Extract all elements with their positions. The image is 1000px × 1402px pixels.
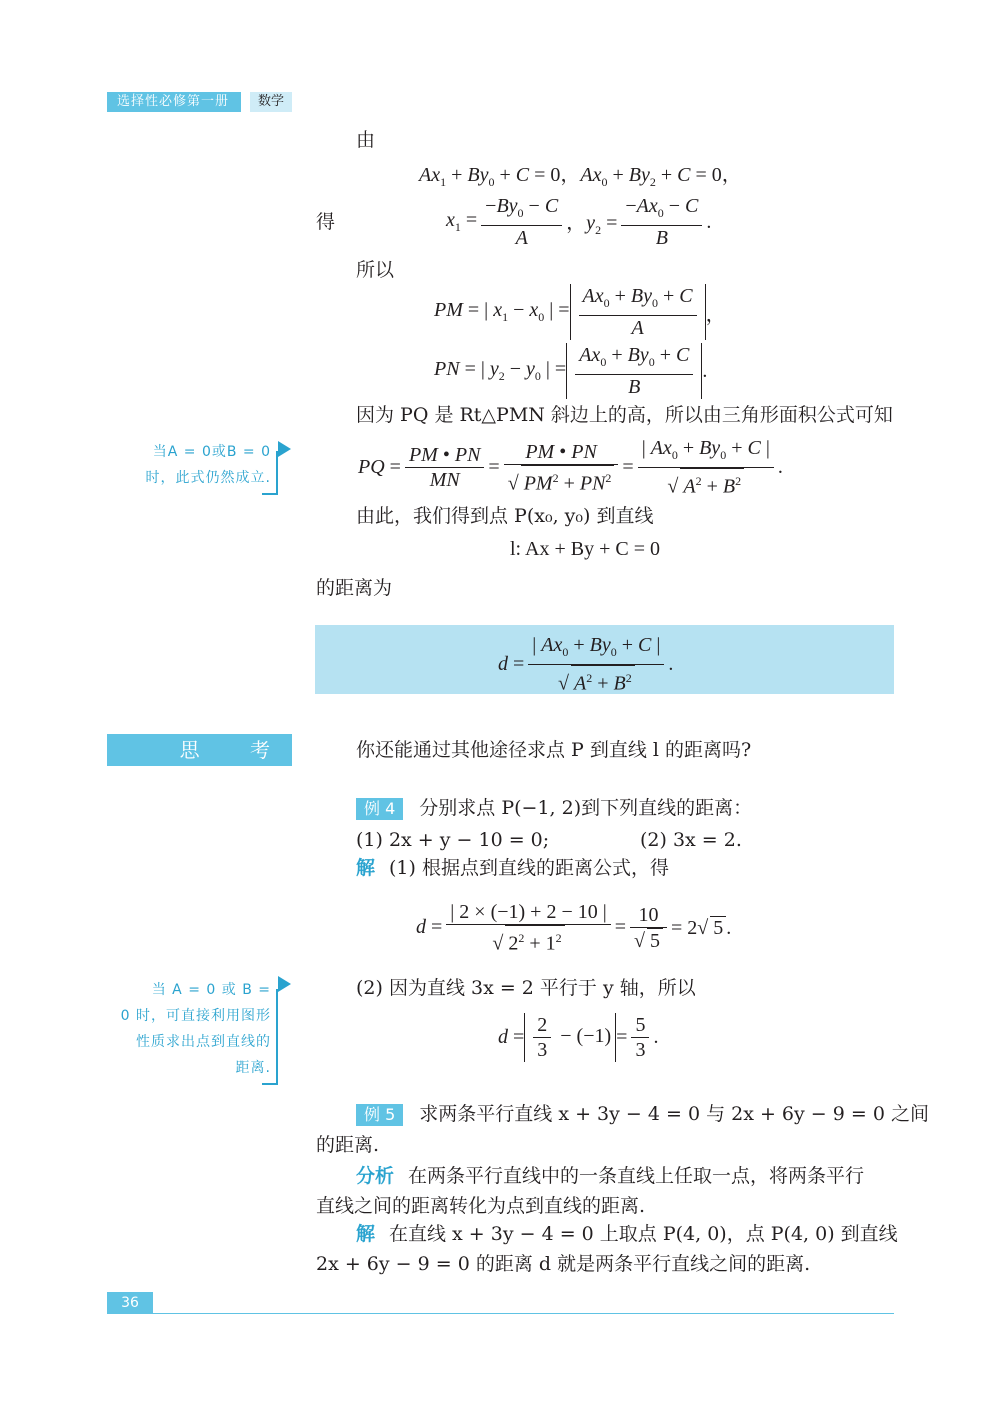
equation-system: $Ax_1 + By_0 + C = 0$，$Ax_0 + By_2 + C = 0$，	[419, 164, 742, 189]
example4-tag: 例 4	[356, 798, 403, 820]
example5-solution-line2: 2x + 6y − 9 = 0 的距离 d 就是两条平行直线之间的距离.	[316, 1253, 811, 1275]
subject-label: 数学	[250, 92, 292, 112]
word-de: 得	[316, 211, 336, 233]
think-question: 你还能通过其他途径求点 P 到直线 l 的距离吗?	[356, 739, 752, 761]
example4-solution1-line	[356, 854, 669, 882]
margin-note-1-line1: 当A = 0或B = 0	[152, 444, 271, 460]
example5-title-line1: 求两条平行直线 x + 3y − 4 = 0 与 2x + 6y − 9 = 0 之间	[419, 1103, 929, 1125]
line-equation: l: Ax + By + C = 0	[510, 538, 660, 560]
margin-note-2	[107, 977, 271, 1081]
page-number: 36	[107, 1292, 153, 1314]
margin-note-2-line1: 当 A = 0 或 B =	[151, 982, 271, 998]
example5-solution-line1	[356, 1220, 898, 1248]
example4-heading	[356, 794, 752, 822]
margin-note-1	[107, 439, 271, 491]
example5-tag: 例 5	[356, 1104, 403, 1126]
example4-part1: (1) 2x + y − 10 = 0;	[356, 829, 550, 851]
example5-analysis-line2: 直线之间的距离转化为点到直线的距离.	[316, 1195, 646, 1217]
book-title: 选择性必修第一册	[107, 92, 241, 112]
example5-jie-label: 解	[356, 1223, 376, 1245]
margin-note-1-line2: 时，此式仍然成立.	[145, 470, 271, 486]
example5-title-line2: 的距离.	[316, 1134, 380, 1156]
example4-result1: d = $\frac{| 2 \times (-1) + 2 - 10 |}{√ 2^2 + 1^2}$ = $\frac{10}{√ 5}$ = 2√ 5 .	[416, 901, 732, 955]
example5-sol-text1: 在直线 x + 3y − 4 = 0 上取点 P(4, 0)，点 P(4, 0) 到直线	[389, 1223, 898, 1245]
margin-note-2-line3: 性质求出点到直线的	[136, 1034, 271, 1050]
pointer-icon	[278, 976, 291, 992]
example4-part2: (2) 3x = 2.	[640, 829, 742, 851]
because-text: 因为 PQ 是 Rt△PMN 斜边上的高，所以由三角形面积公式可知	[356, 404, 893, 426]
margin-note-2-line2: 0 时，可直接利用图形	[120, 1008, 271, 1024]
example4-title: 分别求点 P(−1, 2)到下列直线的距离：	[419, 797, 753, 819]
example4-result2: d = $\frac{2}{3}$ − (−1) = $\frac{5}{3}$ .	[498, 1014, 659, 1061]
margin-note-1-bracket	[262, 451, 278, 495]
word-suoyi: 所以	[356, 259, 395, 281]
pointer-icon	[278, 441, 291, 457]
distance-formula: d = $\frac{| Ax_0 + By_0 + C |}{√ A^2 + B^2}$ .	[498, 634, 674, 695]
example5-analysis-line1	[356, 1162, 864, 1190]
youci-text: 由此，我们得到点 P(x₀, y₀) 到直线	[356, 505, 654, 527]
footer-rule	[153, 1313, 894, 1314]
margin-note-2-line4: 距离.	[235, 1060, 271, 1076]
example5-analysis-text1: 在两条平行直线中的一条直线上任取一点，将两条平行	[408, 1165, 865, 1187]
example4-sol2: (2) 因为直线 3x = 2 平行于 y 轴，所以	[356, 977, 696, 999]
solution-x1-y2: $x_1$ = $\frac{-By_0 - C}{A}$ ，$y_2$ = $\frac{-Ax_0 - C}{B}$ .	[446, 195, 712, 249]
pn-formula: PN = | $y_2 - y_0$ | = $\frac{Ax_0 + By_0 + C}{B}$ .	[434, 344, 708, 398]
pm-formula: PM = | $x_1 - x_0$ | = $\frac{Ax_0 + By_0 + C}{A}$ ，	[434, 285, 726, 339]
example4-sol1: (1) 根据点到直线的距离公式，得	[389, 857, 669, 879]
example5-analysis-label: 分析	[356, 1165, 395, 1187]
margin-note-2-bracket	[262, 989, 278, 1085]
pq-formula: PQ = $\frac{PM • PN}{MN}$ = $\frac{PM • PN}{√ PM^2 + PN^2}$ = $\frac{| Ax_0 + By_0 + C |}{√ A^2 + B^2}$ .	[358, 437, 783, 498]
distance-is-text: 的距离为	[316, 577, 393, 599]
example5-heading	[356, 1100, 929, 1128]
example4-jie-label: 解	[356, 857, 376, 879]
think-label: 思 考	[107, 734, 292, 766]
word-you: 由	[356, 129, 376, 151]
